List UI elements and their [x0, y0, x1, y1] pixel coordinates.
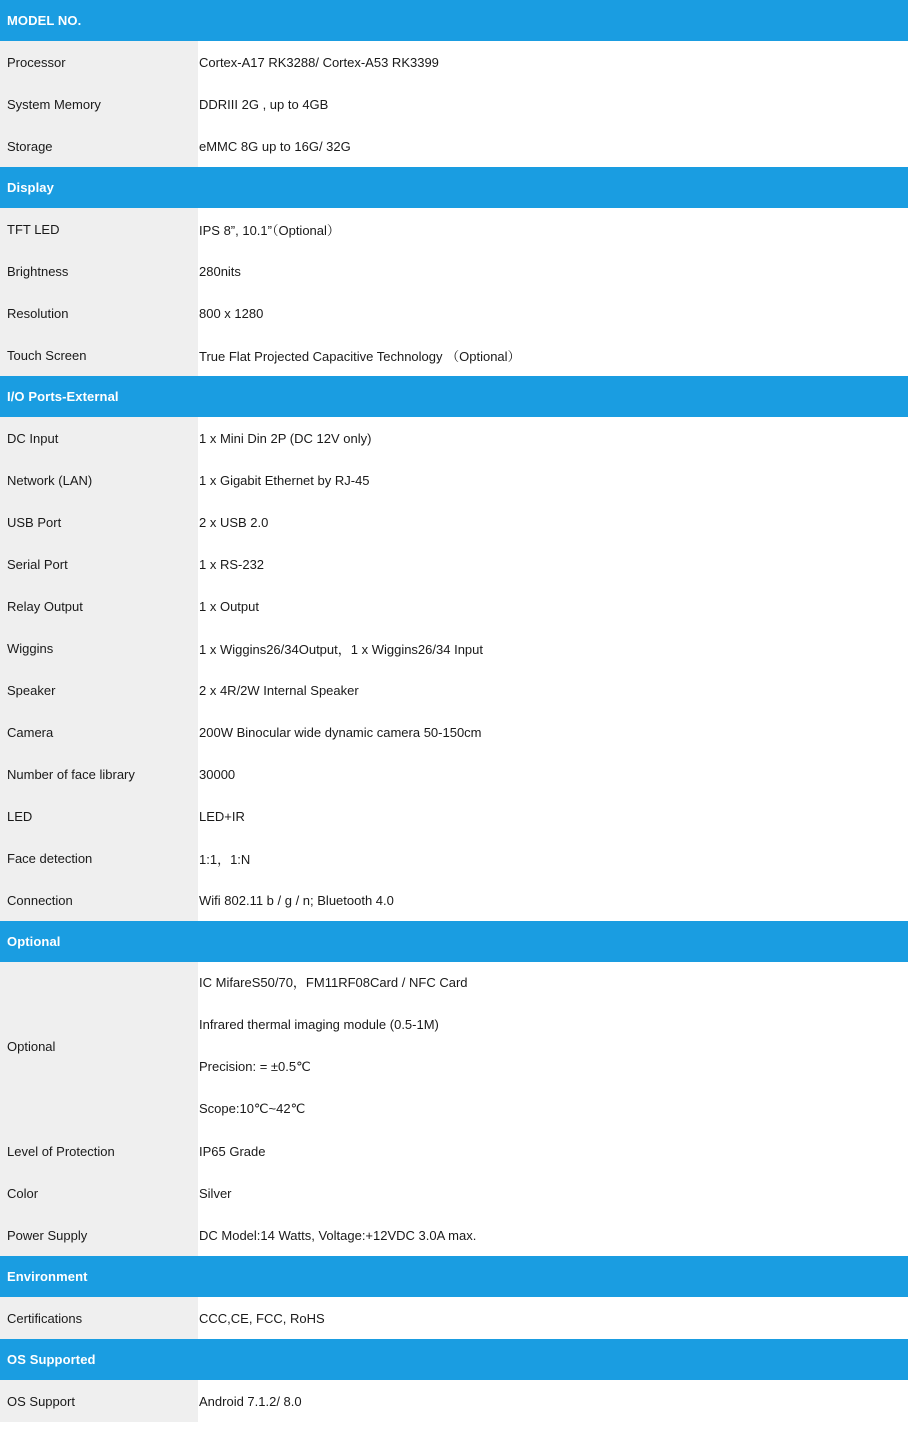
- spec-value: LED+IR: [198, 795, 908, 837]
- spec-label: Brightness: [0, 250, 198, 292]
- spec-row-power-supply: [0, 1214, 908, 1256]
- spec-value: Cortex-A17 RK3288/ Cortex-A53 RK3399: [198, 41, 908, 83]
- spec-value: 200W Binocular wide dynamic camera 50-150cm: [198, 711, 908, 753]
- spec-value-multiline: [198, 962, 908, 1130]
- section-title: I/O Ports-External: [0, 376, 908, 417]
- section-title: OS Supported: [0, 1339, 908, 1380]
- spec-row-optional: [0, 962, 908, 1130]
- spec-row-camera: [0, 711, 908, 753]
- spec-row-tft-led: [0, 208, 908, 250]
- spec-label: Level of Protection: [0, 1130, 198, 1172]
- spec-value: Android 7.1.2/ 8.0: [198, 1380, 908, 1422]
- spec-value: True Flat Projected Capacitive Technology （Optional）: [198, 334, 908, 376]
- spec-row-brightness: [0, 250, 908, 292]
- spec-label: System Memory: [0, 83, 198, 125]
- section-header-model-no: [0, 0, 908, 41]
- spec-label: Certifications: [0, 1297, 198, 1339]
- spec-row-connection: [0, 879, 908, 921]
- spec-label: LED: [0, 795, 198, 837]
- spec-label: TFT LED: [0, 208, 198, 250]
- spec-row-led: [0, 795, 908, 837]
- spec-row-network-lan: [0, 459, 908, 501]
- spec-value: CCC,CE, FCC, RoHS: [198, 1297, 908, 1339]
- spec-row-speaker: [0, 669, 908, 711]
- spec-value: eMMC 8G up to 16G/ 32G: [198, 125, 908, 167]
- spec-label: OS Support: [0, 1380, 198, 1422]
- spec-label: Camera: [0, 711, 198, 753]
- spec-value: 1 x Mini Din 2P (DC 12V only): [198, 417, 908, 459]
- spec-label: Resolution: [0, 292, 198, 334]
- optional-line: IC MifareS50/70，FM11RF08Card / NFC Card: [199, 975, 468, 990]
- spec-row-system-memory: [0, 83, 908, 125]
- spec-value: 280nits: [198, 250, 908, 292]
- spec-label: Power Supply: [0, 1214, 198, 1256]
- spec-value: 30000: [198, 753, 908, 795]
- section-header-io-ports: [0, 376, 908, 417]
- spec-value: 1 x Output: [198, 585, 908, 627]
- spec-label: Relay Output: [0, 585, 198, 627]
- section-header-display: [0, 167, 908, 208]
- section-header-optional: [0, 921, 908, 962]
- section-title: Display: [0, 167, 908, 208]
- section-title: Optional: [0, 921, 908, 962]
- spec-row-touch-screen: [0, 334, 908, 376]
- section-header-os-supported: [0, 1339, 908, 1380]
- spec-value: 1 x Wiggins26/34Output，1 x Wiggins26/34 Input: [198, 627, 908, 669]
- spec-value: DC Model:14 Watts, Voltage:+12VDC 3.0A max.: [198, 1214, 908, 1256]
- spec-value: 800 x 1280: [198, 292, 908, 334]
- spec-label: Speaker: [0, 669, 198, 711]
- spec-value: Silver: [198, 1172, 908, 1214]
- spec-value: 1:1，1:N: [198, 837, 908, 879]
- spec-row-certifications: [0, 1297, 908, 1339]
- spec-value: 1 x RS-232: [198, 543, 908, 585]
- spec-label: Storage: [0, 125, 198, 167]
- spec-value: DDRIII 2G , up to 4GB: [198, 83, 908, 125]
- spec-label: Number of face library: [0, 753, 198, 795]
- spec-row-usb-port: [0, 501, 908, 543]
- spec-label: Optional: [0, 962, 198, 1130]
- optional-line: Precision: = ±0.5℃: [199, 1059, 311, 1074]
- spec-row-os-support: [0, 1380, 908, 1422]
- spec-row-resolution: [0, 292, 908, 334]
- spec-value: Wifi 802.11 b / g / n; Bluetooth 4.0: [198, 879, 908, 921]
- spec-row-level-of-protection: [0, 1130, 908, 1172]
- spec-label: DC Input: [0, 417, 198, 459]
- spec-row-relay-output: [0, 585, 908, 627]
- spec-row-face-detection: [0, 837, 908, 879]
- section-title: Environment: [0, 1256, 908, 1297]
- spec-label: Connection: [0, 879, 198, 921]
- spec-value: 1 x Gigabit Ethernet by RJ-45: [198, 459, 908, 501]
- section-title: MODEL NO.: [0, 0, 908, 41]
- spec-row-serial-port: [0, 543, 908, 585]
- spec-value: IPS 8”, 10.1”（Optional）: [198, 208, 908, 250]
- spec-row-face-library: [0, 753, 908, 795]
- spec-row-processor: [0, 41, 908, 83]
- spec-value: IP65 Grade: [198, 1130, 908, 1172]
- spec-label: Serial Port: [0, 543, 198, 585]
- spec-label: Network (LAN): [0, 459, 198, 501]
- spec-row-storage: [0, 125, 908, 167]
- optional-line: Infrared thermal imaging module (0.5-1M): [199, 1017, 439, 1032]
- spec-label: Touch Screen: [0, 334, 198, 376]
- spec-value: 2 x 4R/2W Internal Speaker: [198, 669, 908, 711]
- spec-label: USB Port: [0, 501, 198, 543]
- spec-value: 2 x USB 2.0: [198, 501, 908, 543]
- spec-label: Color: [0, 1172, 198, 1214]
- section-header-environment: [0, 1256, 908, 1297]
- spec-row-dc-input: [0, 417, 908, 459]
- spec-label: Processor: [0, 41, 198, 83]
- optional-line: Scope:10℃~42℃: [199, 1101, 306, 1116]
- spec-label: Face detection: [0, 837, 198, 879]
- spec-row-wiggins: [0, 627, 908, 669]
- spec-row-color: [0, 1172, 908, 1214]
- spec-label: Wiggins: [0, 627, 198, 669]
